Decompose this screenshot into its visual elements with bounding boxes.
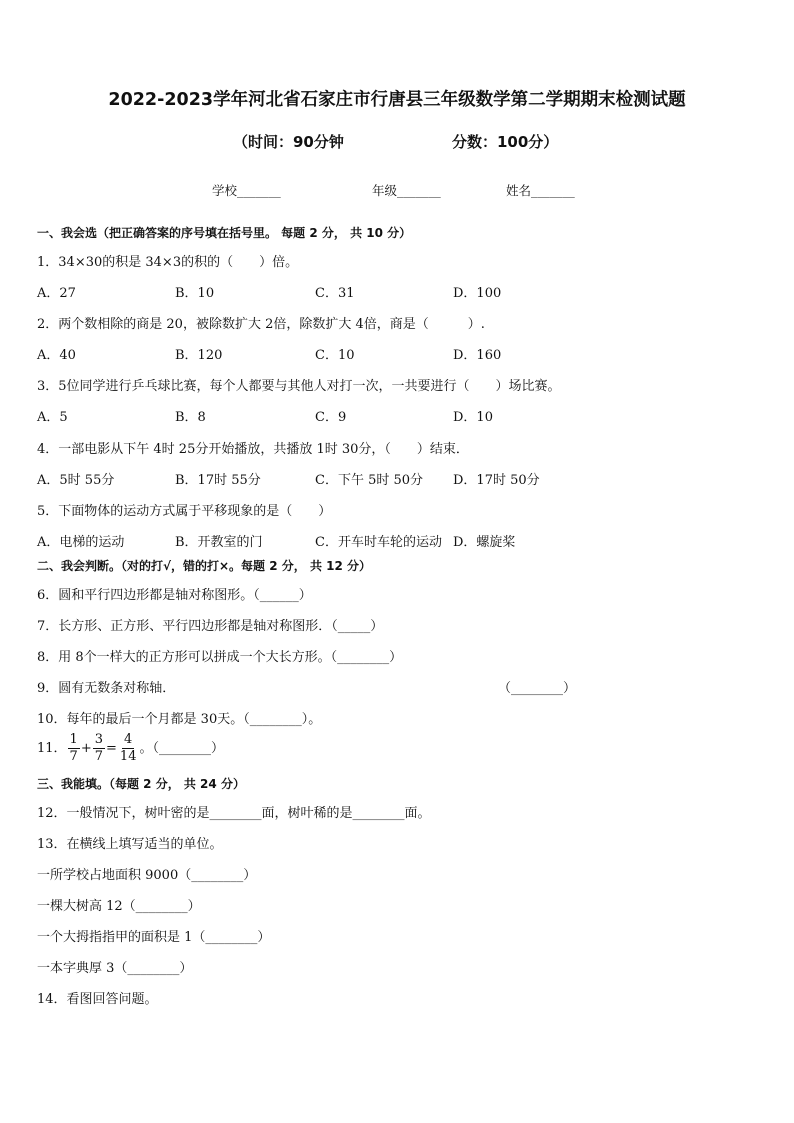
question-8: 8．用 8个一样大的正方形可以拼成一个大长方形。（________） xyxy=(37,650,403,665)
question-13: 13．在横线上填写适当的单位。 xyxy=(37,837,223,852)
plus-sign: + xyxy=(80,741,92,756)
q5-option-a: A．电梯的运动 xyxy=(37,535,125,550)
q4-option-a: A．5时 55分 xyxy=(37,473,115,488)
q4-option-c: C．下午 5时 50分 xyxy=(315,473,424,488)
q5-option-c: C．开车时车轮的运动 xyxy=(315,535,442,550)
q1-option-c: C．31 xyxy=(315,286,355,301)
q1-option-b: B．10 xyxy=(175,286,215,301)
school-field[interactable]: 学校_______ xyxy=(212,183,281,198)
q13-item-thumbnail-area: 一个大拇指指甲的面积是 1（________） xyxy=(37,930,271,945)
grade-field[interactable]: 年级_______ xyxy=(372,183,441,198)
q13-item-dictionary-thickness: 一本字典厚 3（________） xyxy=(37,961,193,976)
exam-score: 分数：100分） xyxy=(452,133,559,151)
question-11 xyxy=(37,732,224,765)
fraction-denominator: 7 xyxy=(69,749,78,764)
question-5: 5．下面物体的运动方式属于平移现象的是（ ） xyxy=(37,504,332,519)
fraction-one-seventh xyxy=(68,732,80,765)
question-12: 12．一般情况下，树叶密的是________面，树叶稀的是________面。 xyxy=(37,806,431,821)
fraction-three-sevenths xyxy=(93,732,105,765)
question-1: 1．34×30的积是 34×3的积的（ ）倍。 xyxy=(37,255,299,270)
q11-answer-blank[interactable]: 。（________） xyxy=(139,741,224,756)
q13-item-tree-height: 一棵大树高 12（________） xyxy=(37,899,201,914)
q2-option-d: D．160 xyxy=(453,348,502,363)
question-4: 4．一部电影从下午 4时 25分开始播放，共播放 1时 30分，（ ）结束． xyxy=(37,442,469,457)
q1-option-d: D．100 xyxy=(453,286,502,301)
question-9: 9．圆有无数条对称轴． xyxy=(37,681,176,696)
q5-option-d: D．螺旋桨 xyxy=(453,535,516,550)
question-6: 6．圆和平行四边形都是轴对称图形。（______） xyxy=(37,588,312,603)
exam-time: （时间：90分钟 xyxy=(233,133,344,151)
section-heading-3: 三、我能填。（每题 2 分， 共 24 分） xyxy=(37,777,245,791)
q2-option-b: B．120 xyxy=(175,348,223,363)
q2-option-a: A．40 xyxy=(37,348,76,363)
q1-option-a: A．27 xyxy=(37,286,76,301)
section-heading-1: 一、我会选（把正确答案的序号填在括号里。 每题 2 分， 共 10 分） xyxy=(37,226,412,240)
fraction-denominator: 14 xyxy=(119,749,137,764)
q13-item-school-area: 一所学校占地面积 9000（________） xyxy=(37,868,257,883)
q4-option-d: D．17时 50分 xyxy=(453,473,540,488)
q9-answer-blank[interactable]: （________） xyxy=(498,681,577,696)
q3-option-b: B．8 xyxy=(175,410,206,425)
question-3: 3．5位同学进行乒乓球比赛，每个人都要与其他人对打一次，一共要进行（ ）场比赛。 xyxy=(37,379,561,394)
fraction-numerator: 4 xyxy=(124,732,133,747)
question-10: 10．每年的最后一个月都是 30天。（________）。 xyxy=(37,712,322,727)
q3-option-c: C．9 xyxy=(315,410,347,425)
q4-option-b: B．17时 55分 xyxy=(175,473,261,488)
fraction-numerator: 1 xyxy=(69,732,78,747)
fraction-four-fourteenths xyxy=(118,732,139,765)
question-14: 14．看图回答问题。 xyxy=(37,992,158,1007)
question-2: 2．两个数相除的商是 20，被除数扩大 2倍，除数扩大 4倍，商是（ ）. xyxy=(37,317,485,332)
question-7: 7．长方形、正方形、平行四边形都是轴对称图形．（_____） xyxy=(37,619,384,634)
name-field[interactable]: 姓名_______ xyxy=(506,183,575,198)
fraction-numerator: 3 xyxy=(94,732,104,747)
page-title: 2022-2023学年河北省石家庄市行唐县三年级数学第二学期期末检测试题 xyxy=(108,90,686,110)
section-heading-2: 二、我会判断。（对的打√，错的打×。每题 2 分， 共 12 分） xyxy=(37,559,371,573)
q3-option-a: A．5 xyxy=(37,410,68,425)
equals-sign: = xyxy=(106,741,117,756)
q3-option-d: D．10 xyxy=(453,410,493,425)
q2-option-c: C．10 xyxy=(315,348,355,363)
q11-number: 11． xyxy=(37,741,67,756)
q5-option-b: B．开教室的门 xyxy=(175,535,263,550)
fraction-denominator: 7 xyxy=(94,749,104,764)
